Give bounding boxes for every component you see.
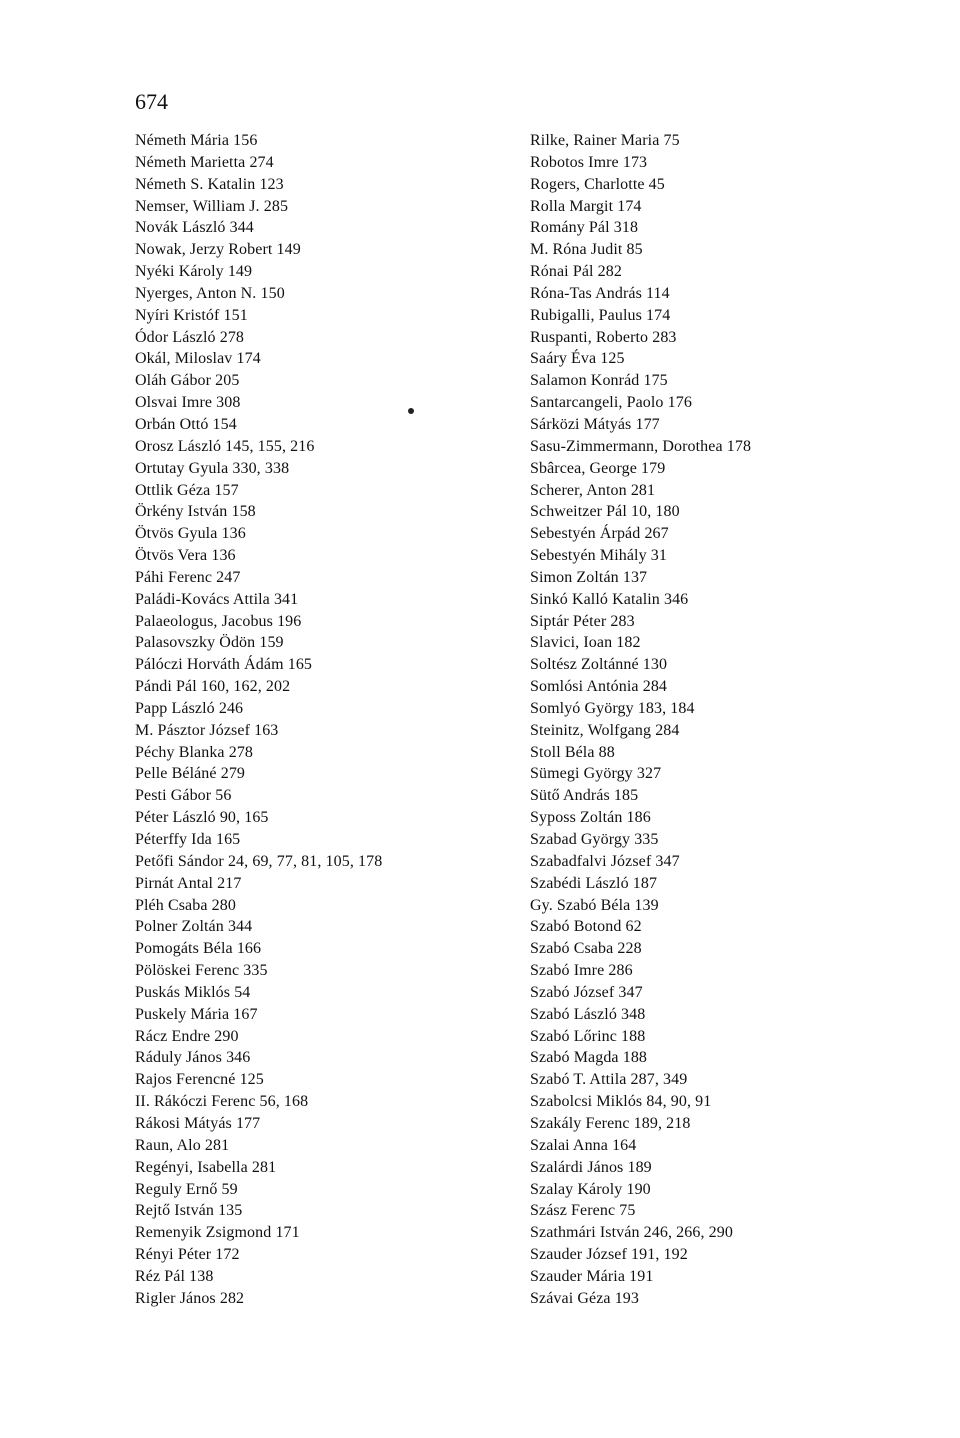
index-entry: Orbán Ottó 154 — [135, 415, 237, 433]
index-entry: Szász Ferenc 75 — [530, 1202, 636, 1220]
index-entry: Rákosi Mátyás 177 — [135, 1114, 261, 1132]
index-entry: Németh Mária 156 — [135, 132, 258, 149]
index-entry: Reguly Ernő 59 — [135, 1180, 238, 1198]
index-entry: Santarcangeli, Paolo 176 — [530, 394, 692, 412]
index-entry: Szabédi László 187 — [530, 874, 658, 892]
index-entry: Palaeologus, Jacobus 196 — [135, 612, 302, 630]
index-entry: Pándi Pál 160, 162, 202 — [135, 678, 291, 696]
index-entry: Pomogáts Béla 166 — [135, 940, 262, 958]
index-entry: Péchy Blanka 278 — [135, 743, 254, 761]
index-entry: Syposs Zoltán 186 — [530, 809, 651, 827]
index-entry: Orosz László 145, 155, 216 — [135, 437, 315, 455]
index-entry: Nyerges, Anton N. 150 — [135, 284, 285, 302]
index-entry: Romány Pál 318 — [530, 219, 639, 237]
index-entry: Rácz Endre 290 — [135, 1027, 239, 1045]
index-entry: II. Rákóczi Ferenc 56, 168 — [135, 1093, 309, 1111]
index-entry: Szalárdi János 189 — [530, 1158, 652, 1176]
index-entry: Rogers, Charlotte 45 — [530, 175, 665, 193]
index-entry: Novák László 344 — [135, 219, 254, 237]
index-entry: Ruspanti, Roberto 283 — [530, 328, 677, 346]
index-entry: Szabó Botond 62 — [530, 918, 642, 936]
index-entry: Sebestyén Árpád 267 — [530, 525, 669, 543]
index-entry: Robotos Imre 173 — [530, 153, 648, 171]
index-entry: Szauder Mária 191 — [530, 1267, 654, 1285]
index-entry: Sebestyén Mihály 31 — [530, 547, 667, 565]
index-entry: Olsvai Imre 308 — [135, 394, 241, 412]
index-entry: M. Pásztor József 163 — [135, 721, 279, 739]
index-entry: Réz Pál 138 — [135, 1267, 214, 1285]
index-entry: Szabolcsi Miklós 84, 90, 91 — [530, 1093, 712, 1111]
index-entry: Nemser, William J. 285 — [135, 197, 289, 215]
index-entry: Soltész Zoltánné 130 — [530, 656, 668, 674]
index-column-right — [530, 130, 930, 1310]
index-entry: Slavici, Ioan 182 — [530, 634, 641, 652]
index-entry: Rilke, Rainer Maria 75 — [530, 132, 680, 149]
index-entry: Róna-Tas András 114 — [530, 284, 670, 302]
index-entry: Pálóczi Horváth Ádám 165 — [135, 656, 313, 674]
index-entry: Szabadfalvi József 347 — [530, 852, 680, 870]
index-entry: Szauder József 191, 192 — [530, 1246, 688, 1264]
index-entry: Polner Zoltán 344 — [135, 918, 253, 936]
index-entry: Steinitz, Wolfgang 284 — [530, 721, 680, 739]
ink-speck — [408, 408, 414, 414]
index-entry: Regényi, Isabella 281 — [135, 1158, 277, 1176]
index-entry: Saáry Éva 125 — [530, 350, 625, 368]
index-entry: Szabó Magda 188 — [530, 1049, 648, 1067]
index-entry: Somlósi Antónia 284 — [530, 678, 668, 696]
index-entry: Ötvös Gyula 136 — [135, 525, 246, 543]
index-entry: Siptár Péter 283 — [530, 612, 635, 630]
index-entry: Okál, Miloslav 174 — [135, 350, 261, 368]
index-entry: Rejtő István 135 — [135, 1202, 243, 1220]
index-entry: Pirnát Antal 217 — [135, 874, 242, 892]
index-entry: Szalai Anna 164 — [530, 1136, 637, 1154]
index-entry: Pölöskei Ferenc 335 — [135, 962, 268, 980]
index-entry: Nyéki Károly 149 — [135, 263, 253, 281]
index-entry: Petőfi Sándor 24, 69, 77, 81, 105, 178 — [135, 852, 383, 870]
index-entry: Ódor László 278 — [135, 328, 245, 346]
index-entry: Szabó T. Attila 287, 349 — [530, 1071, 688, 1089]
index-entry: Raun, Alo 281 — [135, 1136, 230, 1154]
index-entry: Szabad György 335 — [530, 831, 659, 848]
index-entry: Ráduly János 346 — [135, 1049, 251, 1067]
index-entry: Puskely Mária 167 — [135, 1005, 258, 1023]
index-entry: Salamon Konrád 175 — [530, 372, 668, 390]
index-entry: Rigler János 282 — [135, 1289, 245, 1307]
index-entry: Sütő András 185 — [530, 787, 639, 805]
page-number: 674 — [135, 89, 168, 114]
index-entry: Ortutay Gyula 330, 338 — [135, 459, 290, 477]
index-entry: Sinkó Kalló Katalin 346 — [530, 590, 689, 608]
index-entry: Örkény István 158 — [135, 503, 256, 521]
index-entry: Sbârcea, George 179 — [530, 459, 666, 477]
index-entry: Paládi-Kovács Attila 341 — [135, 590, 299, 608]
index-entry: Rolla Margit 174 — [530, 197, 642, 215]
index-entry: Somlyó György 183, 184 — [530, 699, 695, 717]
index-entry: Oláh Gábor 205 — [135, 372, 240, 390]
index-entry: Sasu-Zimmermann, Dorothea 178 — [530, 437, 752, 455]
index-entry: Remenyik Zsigmond 171 — [135, 1224, 300, 1242]
index-entry: Szabó Imre 286 — [530, 962, 633, 980]
index-entry: Péterffy Ida 165 — [135, 831, 241, 848]
index-entry: Szabó Lőrinc 188 — [530, 1027, 646, 1045]
index-column-left — [135, 130, 495, 1310]
index-entry: Rónai Pál 282 — [530, 263, 622, 281]
index-entry: Szabó Csaba 228 — [530, 940, 642, 958]
index-entry: Ötvös Vera 136 — [135, 547, 236, 565]
index-entry: Németh Marietta 274 — [135, 153, 274, 171]
index-entry: Schweitzer Pál 10, 180 — [530, 503, 680, 521]
index-entry: Pesti Gábor 56 — [135, 787, 232, 805]
index-entry: Szabó József 347 — [530, 983, 643, 1001]
index-entry: Ottlik Géza 157 — [135, 481, 239, 499]
index-entry: Péter László 90, 165 — [135, 809, 269, 827]
index-entry: Szávai Géza 193 — [530, 1289, 640, 1307]
index-entry: Nowak, Jerzy Robert 149 — [135, 241, 301, 259]
index-entry: Szakály Ferenc 189, 218 — [530, 1114, 691, 1132]
index-entry: Gy. Szabó Béla 139 — [530, 896, 659, 914]
index-entry: Palasovszky Ödön 159 — [135, 634, 284, 652]
index-entry: Sárközi Mátyás 177 — [530, 415, 660, 433]
index-entry: Németh S. Katalin 123 — [135, 175, 284, 193]
index-entry: Puskás Miklós 54 — [135, 983, 251, 1001]
index-entry: Stoll Béla 88 — [530, 743, 615, 761]
index-entry: Páhi Ferenc 247 — [135, 568, 241, 586]
index-entry: Pelle Béláné 279 — [135, 765, 246, 783]
index-entry: Nyíri Kristóf 151 — [135, 306, 248, 324]
index-entry: Papp László 246 — [135, 699, 244, 717]
index-entry: Rényi Péter 172 — [135, 1246, 240, 1264]
index-entry: Rajos Ferencné 125 — [135, 1071, 264, 1089]
index-entry: Szathmári István 246, 266, 290 — [530, 1224, 733, 1242]
index-entry: Simon Zoltán 137 — [530, 568, 648, 586]
index-entry: Szabó László 348 — [530, 1005, 646, 1023]
index-entry: Scherer, Anton 281 — [530, 481, 656, 499]
index-entry: M. Róna Judit 85 — [530, 241, 643, 259]
index-entry: Szalay Károly 190 — [530, 1180, 651, 1198]
index-entry: Sümegi György 327 — [530, 765, 662, 783]
index-entry: Pléh Csaba 280 — [135, 896, 236, 914]
index-entry: Rubigalli, Paulus 174 — [530, 306, 671, 324]
